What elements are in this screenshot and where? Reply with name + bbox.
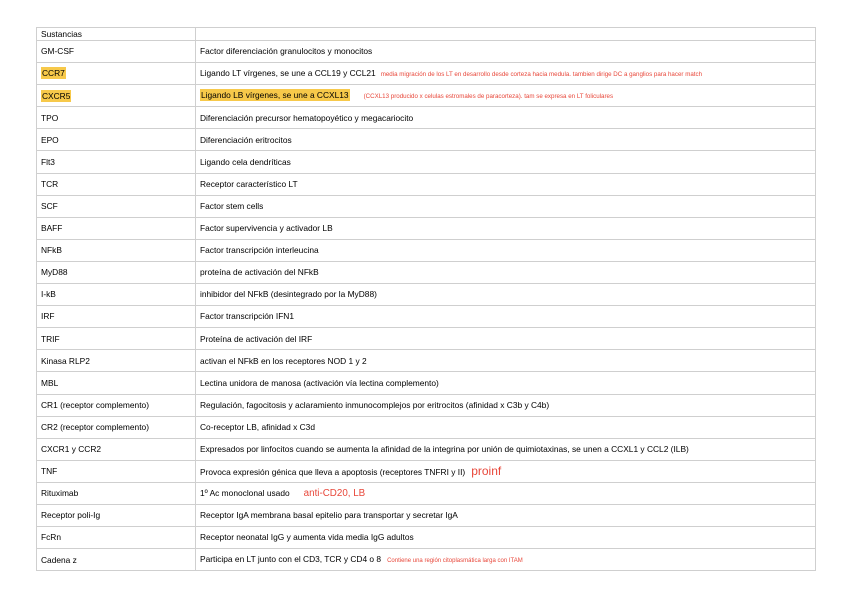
substance-description: Receptor característico LT: [196, 173, 816, 195]
table-row: [37, 482, 816, 504]
substance-name: CR2 (receptor complemento): [37, 416, 196, 438]
handwritten-annotation: Contiene una región citoplasmática larga con ITAM: [387, 558, 523, 565]
substance-name-cell: [37, 63, 196, 85]
substance-description: inhibidor del NFkB (desintegrado por la MyD88): [196, 284, 816, 306]
substance-description: Factor transcripción IFN1: [196, 306, 816, 328]
substance-description: Provoca expresión génica que lleva a apoptosis (receptores TNFRI y II): [200, 467, 466, 478]
table-header-row: [37, 28, 816, 41]
substance-description: Regulación, fagocitosis y aclaramiento inmunocomplejos por eritrocitos (afinidad x C3b y C4b): [196, 394, 816, 416]
substance-name: Cadena z: [37, 549, 196, 571]
substance-name: MyD88: [37, 261, 196, 283]
substance-name: Kinasa RLP2: [37, 350, 196, 372]
substances-table: [36, 27, 816, 571]
table-header-empty: [196, 28, 816, 41]
substance-description: Receptor neonatal IgG y aumenta vida media IgG adultos: [196, 527, 816, 549]
substance-description-cell: [196, 549, 816, 571]
table-row: [37, 306, 816, 328]
substance-description: Factor supervivencia y activador LB: [196, 217, 816, 239]
substance-description-cell: [196, 460, 816, 482]
handwritten-annotation: (CCXL13 producido x celulas estromales de paracorteza). tam se expresa en LT foliculares: [363, 93, 614, 101]
table-row: [37, 239, 816, 261]
table-row: [37, 549, 816, 571]
substance-name: FcRn: [37, 527, 196, 549]
table-row: [37, 261, 816, 283]
substance-name: CXCR1 y CCR2: [37, 438, 196, 460]
substance-description: proteína de activación del NFkB: [196, 261, 816, 283]
table-row: [37, 129, 816, 151]
table-row: [37, 350, 816, 372]
substance-name-highlighted: CCR7: [42, 68, 65, 79]
table-row: [37, 504, 816, 526]
substance-name: Receptor poli-Ig: [37, 504, 196, 526]
substance-description: activan el NFkB en los receptores NOD 1 y 2: [196, 350, 816, 372]
substance-description-cell: [196, 85, 816, 107]
table-row: [37, 107, 816, 129]
substance-description: Proteína de activación del IRF: [196, 328, 816, 350]
substance-name: NFkB: [37, 239, 196, 261]
substance-name-highlighted: CXCR5: [42, 90, 71, 101]
substance-name: I-kB: [37, 284, 196, 306]
table-row: [37, 394, 816, 416]
substance-name: CR1 (receptor complemento): [37, 394, 196, 416]
substance-description: Co-receptor LB, afinidad x C3d: [196, 416, 816, 438]
substance-description: Ligando cela dendríticas: [196, 151, 816, 173]
table-row: [37, 195, 816, 217]
table-row: [37, 527, 816, 549]
table-row: [37, 416, 816, 438]
substance-description: Receptor IgA membrana basal epitelio para transportar y secretar IgA: [196, 504, 816, 526]
substance-name: MBL: [37, 372, 196, 394]
substance-name: TNF: [37, 460, 196, 482]
table-row: [37, 151, 816, 173]
substance-name-cell: [37, 85, 196, 107]
table-header: Sustancias: [37, 28, 196, 41]
substance-description-cell: [196, 482, 816, 504]
table-row: [37, 372, 816, 394]
substance-name: Flt3: [37, 151, 196, 173]
substance-name: TCR: [37, 173, 196, 195]
substance-description: Expresados por linfocitos cuando se aumenta la afinidad de la integrina por unión de quimiotaxinas, se unen a CCXL1 y CCL2 (ILB): [196, 438, 816, 460]
table-row: [37, 438, 816, 460]
table-row: [37, 85, 816, 107]
substance-description: Ligando LT vírgenes, se une a CCL19 y CCL21: [200, 68, 376, 79]
handwritten-annotation: proinf: [471, 464, 502, 479]
substance-name: EPO: [37, 129, 196, 151]
substance-description: Participa en LT junto con el CD3, TCR y CD4 o 8: [200, 554, 382, 565]
substance-description: Factor transcripción interleucina: [196, 239, 816, 261]
substance-description: Factor diferenciación granulocitos y monocitos: [196, 41, 816, 63]
table-row: [37, 460, 816, 482]
table-row: [37, 173, 816, 195]
substance-name: TRIF: [37, 328, 196, 350]
substances-table-container: [36, 27, 814, 571]
table-row: [37, 328, 816, 350]
substance-name: SCF: [37, 195, 196, 217]
substance-description: Diferenciación eritrocitos: [196, 129, 816, 151]
substance-description-highlighted: Ligando LB vírgenes, se une a CCXL13: [201, 90, 349, 101]
substance-name: BAFF: [37, 217, 196, 239]
handwritten-annotation: anti-CD20, LB: [303, 487, 366, 499]
substance-name: IRF: [37, 306, 196, 328]
substance-description: 1º Ac monoclonal usado: [200, 487, 290, 498]
table-row: [37, 63, 816, 85]
substance-description: Lectina unidora de manosa (activación vía lectina complemento): [196, 372, 816, 394]
substance-name: Rituximab: [37, 482, 196, 504]
table-row: [37, 41, 816, 63]
substance-description: Factor stem cells: [196, 195, 816, 217]
handwritten-annotation: media migración de los LT en desarrollo desde corteza hacia medula. tambien dirige DC a ganglios para hacer match: [380, 71, 703, 79]
substance-description: Diferenciación precursor hematopoyético y megacariocito: [196, 107, 816, 129]
table-row: [37, 217, 816, 239]
substance-name: GM-CSF: [37, 41, 196, 63]
substance-description-cell: [196, 63, 816, 85]
table-row: [37, 284, 816, 306]
substance-name: TPO: [37, 107, 196, 129]
